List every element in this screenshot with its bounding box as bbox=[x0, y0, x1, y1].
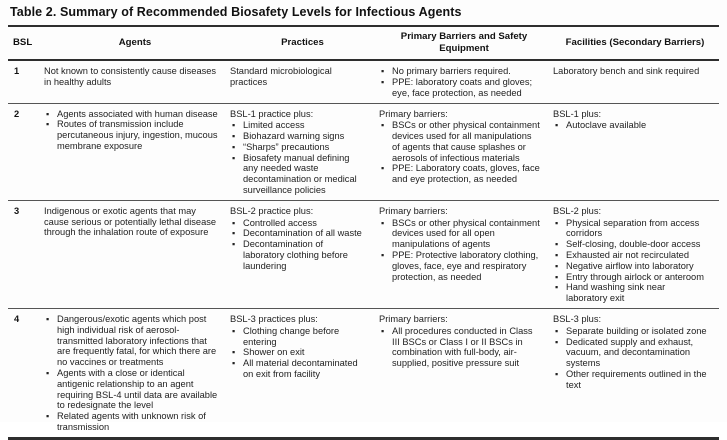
bullet-item: ▪ Controlled access bbox=[232, 217, 317, 228]
facilities-intro-text: BSL-2 plus: bbox=[553, 205, 602, 216]
bullet-item: ▪ Biosafety manual defining any needed waste decontamination or medical surveillance policies bbox=[232, 152, 357, 196]
square-bullet-icon: ▪ bbox=[555, 325, 559, 336]
square-bullet-icon: ▪ bbox=[46, 108, 50, 119]
facilities-cell bbox=[551, 200, 719, 308]
column-header-bsl: BSL bbox=[8, 26, 42, 60]
barriers-cell bbox=[377, 309, 551, 439]
table-header bbox=[8, 26, 719, 60]
bullet-item: ▪ PPE: laboratory coats and gloves; eye, face protection, as needed bbox=[381, 76, 533, 98]
facilities-bullet-list bbox=[553, 218, 709, 304]
bullet-item: ▪ PPE: Laboratory coats, gloves, face and eye protection, as needed bbox=[381, 163, 540, 185]
square-bullet-icon: ▪ bbox=[232, 141, 236, 152]
table-title: Table 2. Summary of Recommended Biosafety Levels for Infectious Agents bbox=[10, 5, 462, 19]
bullet-item: ▪ Agents associated with human disease bbox=[46, 108, 218, 119]
square-bullet-icon: ▪ bbox=[555, 239, 559, 250]
bullet-item: ▪ Shower on exit bbox=[232, 347, 305, 358]
facilities-bullet-list bbox=[553, 120, 709, 131]
facilities-cell bbox=[551, 309, 719, 439]
agents-intro-text: Not known to consistently cause diseases in healthy adults bbox=[44, 66, 217, 87]
bullet-item: ▪ PPE: Protective laboratory clothing, gloves, face, eye and respiratory protection, as needed bbox=[381, 250, 539, 282]
agents-bullet-list bbox=[44, 314, 218, 433]
square-bullet-icon: ▪ bbox=[232, 152, 236, 163]
square-bullet-icon: ▪ bbox=[232, 239, 236, 250]
bullet-item: ▪ Agents with a close or identical antigenic relationship to an agent requiring BSL-4 until data are available to redesignate the level bbox=[46, 368, 218, 411]
bsl-level-cell: 3 bbox=[8, 200, 42, 308]
square-bullet-icon: ▪ bbox=[555, 271, 559, 282]
column-header-facilities: Facilities (Secondary Barriers) bbox=[551, 26, 719, 60]
bsl-level-cell: 2 bbox=[8, 103, 42, 200]
practices-intro-text: BSL-2 practice plus: bbox=[230, 205, 314, 216]
column-header-practices: Practices bbox=[228, 26, 377, 60]
practices-cell bbox=[228, 103, 377, 200]
square-bullet-icon: ▪ bbox=[555, 250, 559, 261]
bullet-item: ▪ Related agents with unknown risk of transmission bbox=[46, 411, 206, 433]
barriers-intro-text: Primary barriers: bbox=[379, 205, 448, 216]
bullet-item: ▪ Decontamination of all waste bbox=[232, 228, 362, 239]
column-header-primary-barriers: Primary Barriers and Safety Equipment bbox=[377, 26, 551, 60]
bullet-item: ▪ Autoclave available bbox=[555, 120, 647, 131]
barriers-bullet-list bbox=[379, 66, 541, 98]
square-bullet-icon: ▪ bbox=[232, 217, 236, 228]
barriers-cell bbox=[377, 103, 551, 200]
table-row bbox=[8, 200, 719, 308]
square-bullet-icon: ▪ bbox=[46, 368, 50, 379]
bullet-item: ▪ Exhausted air not recirculated bbox=[555, 250, 689, 261]
bullet-item: ▪ Separate building or isolated zone bbox=[555, 325, 707, 336]
facilities-intro-text: BSL-3 plus: bbox=[553, 314, 602, 325]
practices-intro-text: Standard microbiological practices bbox=[230, 66, 332, 87]
bullet-item: ▪ “Sharps” precautions bbox=[232, 141, 330, 152]
biosafety-levels-table bbox=[8, 25, 719, 440]
practices-bullet-list bbox=[230, 218, 367, 272]
square-bullet-icon: ▪ bbox=[381, 217, 385, 228]
bullet-item: ▪ Hand washing sink near laboratory exit bbox=[555, 282, 666, 304]
agents-cell bbox=[42, 60, 228, 103]
practices-bullet-list bbox=[230, 326, 367, 380]
square-bullet-icon: ▪ bbox=[232, 358, 236, 369]
agents-cell bbox=[42, 309, 228, 439]
bullet-item: ▪ Biohazard warning signs bbox=[232, 131, 345, 142]
table-row bbox=[8, 309, 719, 439]
bullet-item: ▪ Clothing change before entering bbox=[232, 325, 340, 347]
bullet-item: ▪ Dangerous/exotic agents which post high individual risk of aerosol-transmitted laboratory infections that are frequently fatal, for which there are no vaccines or treatments bbox=[46, 314, 217, 368]
agents-cell bbox=[42, 103, 228, 200]
barriers-cell bbox=[377, 200, 551, 308]
barriers-bullet-list bbox=[379, 218, 541, 283]
square-bullet-icon: ▪ bbox=[555, 336, 559, 347]
bullet-item: ▪ All material decontaminated on exit from facility bbox=[232, 358, 358, 380]
square-bullet-icon: ▪ bbox=[232, 325, 236, 336]
practices-cell bbox=[228, 200, 377, 308]
square-bullet-icon: ▪ bbox=[381, 66, 385, 76]
bullet-item: ▪ Limited access bbox=[232, 120, 305, 131]
square-bullet-icon: ▪ bbox=[555, 369, 559, 380]
facilities-cell bbox=[551, 60, 719, 103]
bullet-item: ▪ All procedures conducted in Class III BSCs or Class I or II BSCs in combination with full-body, air-supplied, positive pressure suit bbox=[381, 325, 533, 369]
practices-intro-text: BSL-1 practice plus: bbox=[230, 108, 314, 119]
practices-intro-text: BSL-3 practices plus: bbox=[230, 314, 318, 325]
bsl-level-cell: 4 bbox=[14, 314, 20, 325]
bullet-item: ▪ Decontamination of laboratory clothing before laundering bbox=[232, 239, 348, 271]
bullet-item: ▪ Routes of transmission include percutaneous injury, ingestion, mucous membrane exposure bbox=[46, 119, 218, 151]
bullet-item: ▪ Other requirements outlined in the text bbox=[555, 369, 707, 390]
bullet-item: ▪ Physical separation from access corridors bbox=[555, 217, 700, 239]
barriers-intro-text: Primary barriers: bbox=[379, 314, 448, 325]
header-row bbox=[8, 26, 719, 60]
facilities-bullet-list bbox=[553, 326, 709, 391]
bullet-item: ▪ No primary barriers required. bbox=[381, 66, 511, 76]
square-bullet-icon: ▪ bbox=[555, 260, 559, 271]
barriers-cell bbox=[377, 60, 551, 103]
bsl-level-cell: 1 bbox=[8, 60, 42, 103]
square-bullet-icon: ▪ bbox=[46, 119, 50, 130]
square-bullet-icon: ▪ bbox=[232, 120, 236, 131]
square-bullet-icon: ▪ bbox=[381, 250, 385, 261]
practices-bullet-list bbox=[230, 120, 367, 196]
facilities-intro-text: Laboratory bench and sink required bbox=[553, 66, 700, 76]
bullet-item: ▪ BSCs or other physical containment devices used for all manipulations of agents that cause splashes or aerosols of infectious materials bbox=[381, 120, 540, 163]
square-bullet-icon: ▪ bbox=[555, 282, 559, 293]
square-bullet-icon: ▪ bbox=[381, 120, 385, 131]
bullet-item: ▪ BSCs or other physical containment devices used for all open manipulations of agents bbox=[381, 217, 540, 250]
barriers-intro-text: Primary barriers: bbox=[379, 108, 448, 119]
square-bullet-icon: ▪ bbox=[232, 347, 236, 358]
agents-bullet-list bbox=[44, 109, 218, 152]
bullet-item: ▪ Entry through airlock or anteroom bbox=[555, 271, 704, 282]
square-bullet-icon: ▪ bbox=[555, 120, 559, 131]
square-bullet-icon: ▪ bbox=[555, 217, 559, 228]
practices-cell bbox=[228, 60, 377, 103]
square-bullet-icon: ▪ bbox=[381, 163, 385, 174]
barriers-bullet-list bbox=[379, 326, 541, 369]
square-bullet-icon: ▪ bbox=[381, 76, 385, 87]
square-bullet-icon: ▪ bbox=[232, 131, 236, 142]
square-bullet-icon: ▪ bbox=[46, 314, 50, 325]
bullet-item: ▪ Self-closing, double-door access bbox=[555, 239, 701, 250]
table-row bbox=[8, 103, 719, 200]
agents-cell bbox=[42, 200, 228, 308]
facilities-intro-text: BSL-1 plus: bbox=[553, 108, 602, 119]
barriers-bullet-list bbox=[379, 120, 541, 185]
bullet-item: ▪ Dedicated supply and exhaust, vacuum, and decontamination systems bbox=[555, 336, 694, 369]
column-header-agents: Agents bbox=[42, 26, 228, 60]
practices-cell bbox=[228, 309, 377, 439]
square-bullet-icon: ▪ bbox=[232, 228, 236, 239]
facilities-cell bbox=[551, 103, 719, 200]
table-body bbox=[8, 60, 719, 438]
agents-intro-text: Indigenous or exotic agents that may cause serious or potentially lethal disease through the inhalation route of exposure bbox=[44, 205, 217, 238]
bullet-item: ▪ Negative airflow into laboratory bbox=[555, 260, 694, 271]
table-row bbox=[8, 60, 719, 103]
square-bullet-icon: ▪ bbox=[381, 325, 385, 336]
square-bullet-icon: ▪ bbox=[46, 411, 50, 422]
